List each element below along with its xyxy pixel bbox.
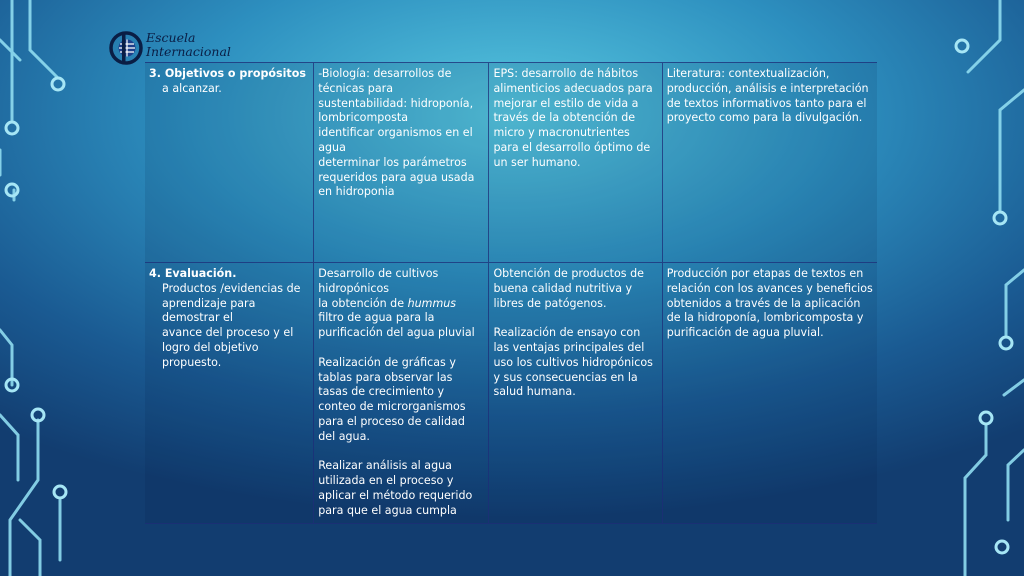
row-evaluation-title: Evaluación. bbox=[164, 267, 237, 280]
row-evaluation-biology-b bbox=[318, 297, 484, 312]
row-objectives-eps: EPS: desarrollo de hábitos alimenticios adecuados para mejorar el estilo de vida a través de la obtención de micro y macronutrientes para el desarrollo óptimo de un ser humano. bbox=[489, 63, 662, 263]
row-objectives-literature: Literatura: contextualización, producción, análisis e interpretación de textos informativos tanto para el proyecto como para la divulgación. bbox=[662, 63, 877, 263]
row-evaluation-title-rest: Productos /evidencias de aprendizaje para demostrar el avance del proceso y el logro del objetivo propuesto. bbox=[162, 281, 301, 369]
row-objectives-number: 3. bbox=[149, 67, 161, 80]
row-evaluation-heading-cell bbox=[145, 263, 314, 524]
row-evaluation-biology-a: Desarrollo de cultivos hidropónicos bbox=[318, 267, 439, 295]
row-objectives-heading-cell bbox=[145, 63, 314, 263]
row-objectives-title: Objetivos o propósitos bbox=[164, 67, 306, 80]
table-row-evaluation bbox=[145, 263, 877, 524]
row-evaluation-biology-b-emphasis: hummus bbox=[407, 296, 457, 310]
row-objectives-title-rest: a alcanzar. bbox=[162, 81, 222, 95]
row-evaluation-literature: Producción por etapas de textos en relación con los avances y beneficios obtenidos a través de la aplicación de la hidroponía, lombricomposta y purificación de agua pluvial. bbox=[662, 263, 877, 524]
row-evaluation-biology-c: filtro de agua para la purificación del agua pluvial Realización de gráficas y tablas para observar las tasas de crecimiento y conteo de microrganismos para el proceso de calidad del agua. Realizar análisis al agua utilizada en el proceso y aplicar el método requerido para que el agua cumpla bbox=[318, 311, 475, 517]
row-evaluation-eps: Obtención de productos de buena calidad nutritiva y libres de patógenos. Realización de ensayo con las ventajas principales del uso los cultivos hidropónicos y sus consecuencias en la salud humana. bbox=[489, 263, 662, 524]
row-evaluation-biology-cell bbox=[314, 263, 489, 524]
row-evaluation-number: 4. bbox=[149, 267, 161, 280]
project-plan-table bbox=[145, 62, 877, 524]
table-row-objectives bbox=[145, 63, 877, 263]
logo-line-1: Escuela bbox=[146, 30, 196, 45]
row-objectives-biology: -Biología: desarrollos de técnicas para sustentabilidad: hidroponía, lombricomposta identificar organismos en el agua determinar los parámetros requeridos para agua usada en hidroponia bbox=[314, 63, 489, 263]
row-evaluation-heading bbox=[149, 267, 236, 280]
school-logo bbox=[108, 30, 248, 66]
globe-logo-icon bbox=[108, 30, 144, 66]
logo-line-2: Internacional bbox=[146, 44, 231, 59]
row-objectives-heading bbox=[149, 67, 306, 80]
row-evaluation-biology-b-text: la obtención de bbox=[318, 296, 408, 310]
